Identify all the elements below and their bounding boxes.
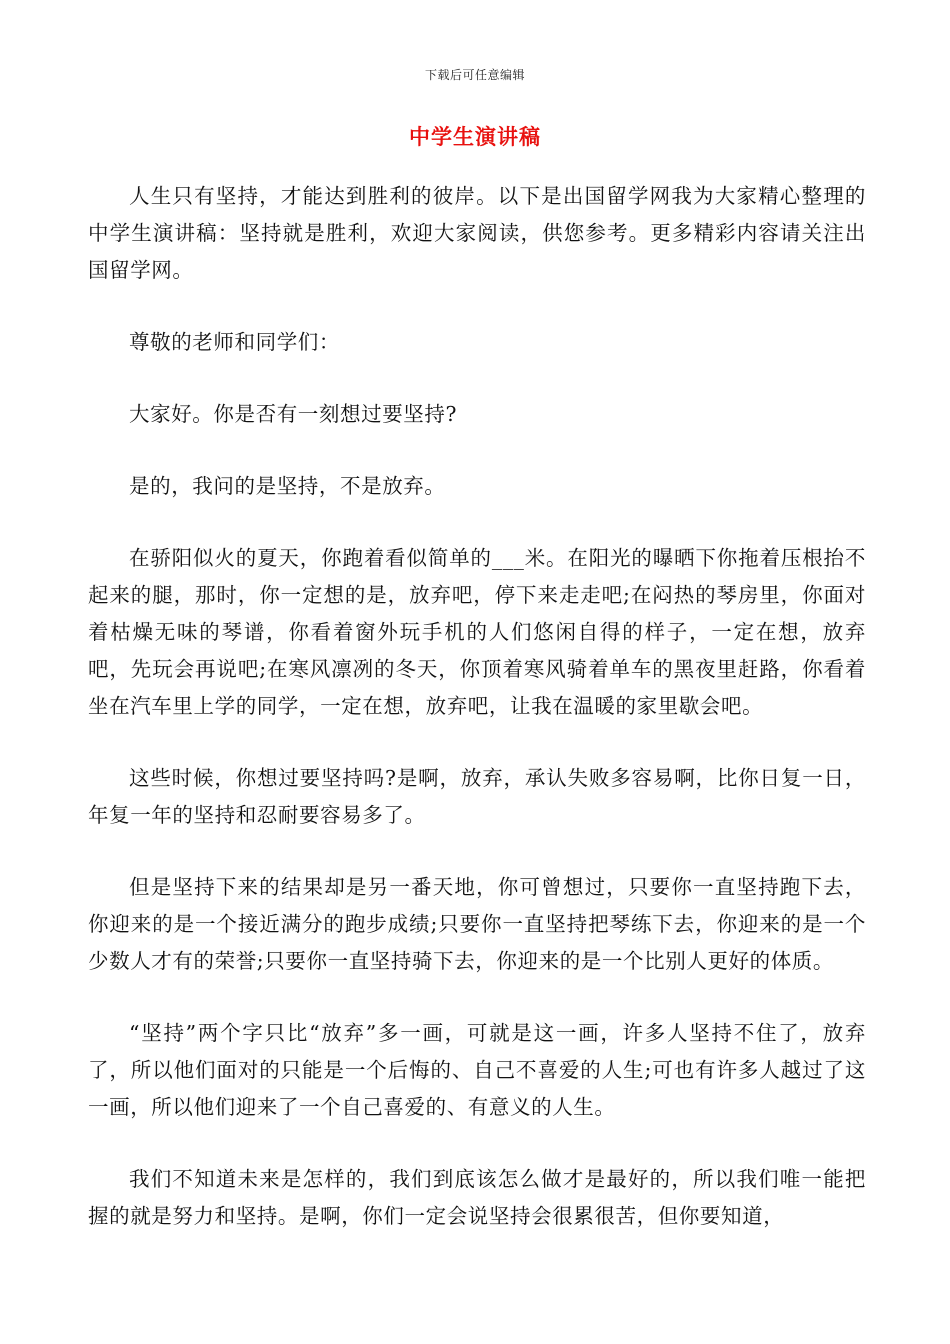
paragraph-one-stroke: “坚持”两个字只比“放弃”多一画，可就是这一画，许多人坚持不住了，放弃了，所以他们面对的只能是一个后悔的、自己不喜爱的人生;可也有许多人越过了这一画，所以他们迎来了一个自己喜爱的、有意义的人生。 bbox=[88, 1021, 866, 1119]
paragraph-intro: 人生只有坚持，才能达到胜利的彼岸。以下是出国留学网我为大家精心整理的中学生演讲稿：坚持就是胜利，欢迎大家阅读，供您参考。更多精彩内容请关注出国留学网。 bbox=[88, 184, 866, 282]
paragraph-examples: 在骄阳似火的夏天，你跑着看似简单的___米。在阳光的曝晒下你拖着压根抬不起来的腿，那时，你一定想的是，放弃吧，停下来走走吧;在闷热的琴房里，你面对着枯燥无味的琴谱，你看着窗外玩手机的人们悠闲自得的样子，一定在想，放弃吧，先玩会再说吧;在寒风凛冽的冬天，你顶着寒风骑着单车的黑夜里赶路，你看着坐在汽车里上学的同学，一定在想，放弃吧，让我在温暖的家里歇会吧。 bbox=[88, 546, 866, 718]
paragraph-future: 我们不知道未来是怎样的，我们到底该怎么做才是最好的，所以我们唯一能把握的就是努力和坚持。是啊，你们一定会说坚持会很累很苦，但你要知道， bbox=[88, 1167, 866, 1228]
paragraph-reflection: 这些时候，你想过要坚持吗?是啊，放弃，承认失败多容易啊，比你日复一日，年复一年的坚持和忍耐要容易多了。 bbox=[88, 766, 866, 827]
document-title: 中学生演讲稿 bbox=[409, 124, 541, 149]
paragraph-results: 但是坚持下来的结果却是另一番天地，你可曾想过，只要你一直坚持跑下去，你迎来的是一个接近满分的跑步成绩;只要你一直坚持把琴练下去，你迎来的是一个少数人才有的荣誉;只要你一直坚持骑下去，你迎来的是一个比别人更好的体质。 bbox=[88, 875, 866, 973]
document-body bbox=[88, 178, 866, 1270]
header-note: 下载后可任意编辑 bbox=[424, 68, 525, 82]
paragraph-greeting: 大家好。你是否有一刻想过要坚持? bbox=[129, 402, 458, 426]
paragraph-salutation: 尊敬的老师和同学们： bbox=[129, 330, 340, 354]
paragraph-question: 是的，我问的是坚持，不是放弃。 bbox=[129, 474, 446, 498]
